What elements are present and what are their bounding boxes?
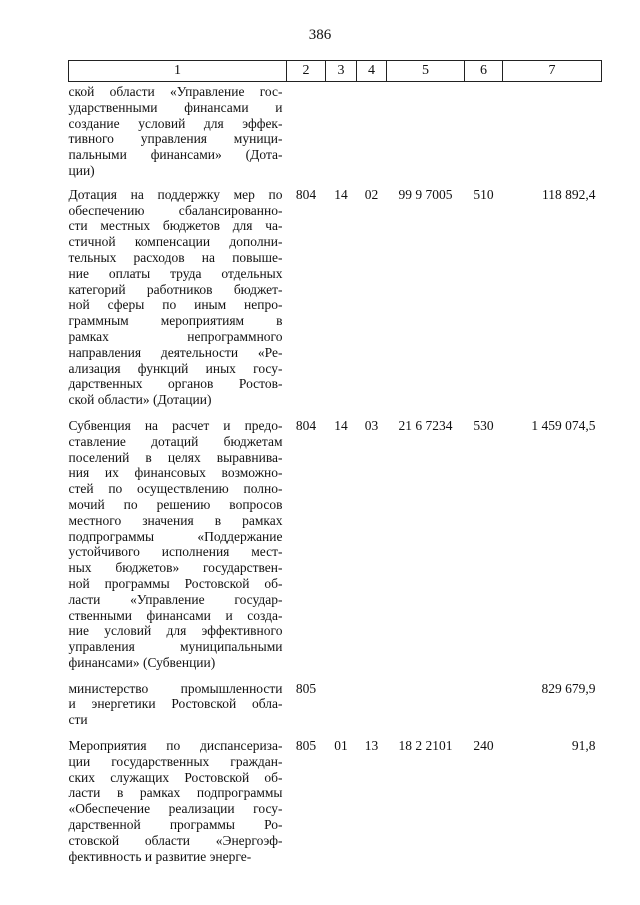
section-code: 14 [334, 417, 348, 433]
description-line: ных бюджетов» государствен- [68, 560, 283, 576]
ministry-code: 804 [295, 417, 317, 433]
description-line: рамках непрограммного [68, 328, 283, 344]
amount-value [503, 82, 602, 187]
description-line: подпрограммы «Поддержание [68, 528, 283, 544]
description-line: ственными финансами и созда- [68, 607, 283, 623]
section-code [326, 82, 357, 187]
expense-type-code [465, 681, 503, 738]
column-header-3: 3 [326, 61, 357, 82]
target-article-code: 21 6 7234 [398, 417, 453, 433]
ministry-code: 805 [295, 680, 317, 696]
description-line: обеспечению сбалансированно- [68, 202, 283, 218]
description-line: сти [68, 712, 88, 728]
subsection-code [357, 82, 387, 187]
description-line: и энергетики Ростовской обла- [68, 696, 283, 712]
expense-type-code: 530 [473, 417, 494, 433]
subsection-code: 13 [364, 738, 379, 754]
description-line: ударственными финансами и [68, 99, 283, 115]
description-line: ских служащих Ростовской об- [68, 769, 283, 785]
description-line: финансами» (Субвенции) [68, 654, 216, 670]
column-header-7: 7 [503, 61, 602, 82]
table-row [69, 187, 602, 418]
description-line: мочий по решению вопросов [68, 496, 283, 512]
row-description [69, 738, 287, 874]
description-line: создание условий для эффек- [68, 115, 283, 131]
row-description [69, 681, 287, 738]
description-line: Мероприятия по диспансериза- [68, 738, 283, 754]
expense-type-code [465, 82, 503, 187]
target-article-code [387, 681, 465, 738]
description-line: тельных расходов на повыше- [68, 249, 283, 265]
column-header-4: 4 [357, 61, 387, 82]
amount-value: 91,8 [571, 738, 596, 754]
target-article-code: 18 2 2101 [398, 738, 453, 754]
amount-value: 829 679,9 [541, 680, 596, 696]
description-line: ной программы Ростовской об- [68, 575, 283, 591]
column-header-6: 6 [465, 61, 503, 82]
description-line: тивного управления муници- [68, 131, 283, 147]
row-description [69, 418, 287, 681]
description-line: министерство промышленности [68, 680, 283, 696]
section-code [326, 681, 357, 738]
expense-type-code: 510 [473, 186, 494, 202]
budget-table [68, 60, 602, 874]
description-line: ской области «Управление гос- [68, 84, 283, 99]
description-line: граммным мероприятиям в [68, 313, 283, 329]
description-line: ставление дотаций бюджетам [68, 433, 283, 449]
description-line: ализация функций иных госу- [68, 360, 283, 376]
column-header-row [69, 61, 602, 82]
ministry-code [287, 82, 326, 187]
subsection-code: 02 [364, 186, 379, 202]
subsection-code [357, 681, 387, 738]
description-line: ние условий для эффективного [68, 623, 283, 639]
description-line: поселений в целях выравнива- [68, 449, 283, 465]
description-line: управления муниципальными [68, 639, 283, 655]
description-line: ласти «Управление государ- [68, 591, 283, 607]
target-article-code [387, 82, 465, 187]
ministry-code: 805 [295, 738, 317, 754]
table-row [69, 681, 602, 738]
table-row [69, 738, 602, 874]
description-line: стичной компенсации дополни- [68, 234, 283, 250]
subsection-code: 03 [364, 417, 379, 433]
description-line: дарственной программы Ро- [68, 817, 283, 833]
column-header-1: 1 [69, 61, 287, 82]
section-code: 01 [334, 738, 348, 754]
description-line: пальными финансами» (Дота- [68, 147, 283, 163]
page-number: 386 [308, 27, 332, 43]
description-line: стей по осуществлению полно- [68, 481, 283, 497]
table-row [69, 418, 602, 681]
section-code: 14 [334, 186, 348, 202]
description-line: Дотация на поддержку мер по [68, 186, 283, 202]
amount-value: 118 892,4 [542, 186, 596, 202]
description-line: местного значения в рамках [68, 512, 283, 528]
column-header-2: 2 [287, 61, 326, 82]
target-article-code: 99 9 7005 [398, 186, 453, 202]
description-line: ции) [68, 162, 95, 178]
description-line: дарственных органов Ростов- [68, 376, 283, 392]
description-line: ния их финансовых возможно- [68, 465, 283, 481]
description-line: сти местных бюджетов для ча- [68, 218, 283, 234]
description-line: ской области» (Дотации) [68, 392, 212, 408]
description-line: ной сферы по иным непро- [68, 297, 283, 313]
description-line: ние оплаты труда отдельных [68, 265, 283, 281]
amount-value: 1 459 074,5 [531, 417, 596, 433]
column-header-5: 5 [387, 61, 465, 82]
description-line: стовской области «Энергоэф- [68, 832, 283, 848]
table-row [69, 82, 602, 187]
description-line: направления деятельности «Ре- [68, 344, 283, 360]
description-line: устойчивого исполнения мест- [68, 544, 283, 560]
row-description [69, 82, 287, 187]
description-line: Субвенция на расчет и предо- [68, 417, 283, 433]
description-line: категорий работников бюджет- [68, 281, 283, 297]
ministry-code: 804 [295, 186, 317, 202]
row-description [69, 187, 287, 418]
description-line: фективность и развитие энерге- [68, 848, 252, 864]
description-line: ласти в рамках подпрограммы [68, 785, 283, 801]
description-line: «Обеспечение реализации госу- [68, 801, 283, 817]
expense-type-code: 240 [473, 738, 494, 754]
description-line: ции государственных граждан- [68, 753, 283, 769]
